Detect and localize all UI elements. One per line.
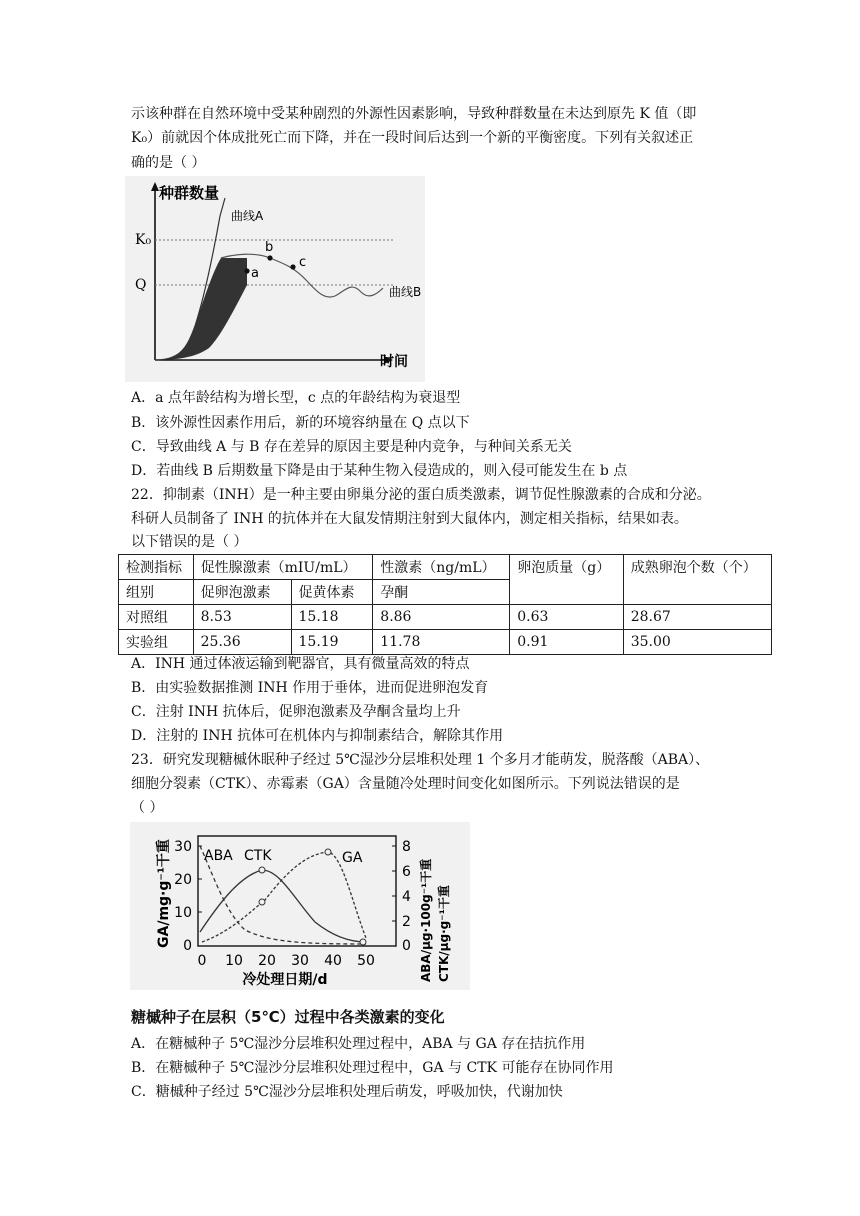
right-tick-8: 8 <box>402 839 411 855</box>
table-sub-prog: 孕酮 <box>373 580 510 605</box>
q21-option-a: A．a 点年龄结构为增长型，c 点的年龄结构为衰退型 <box>131 390 461 406</box>
table-cell: 15.18 <box>291 605 373 630</box>
table-cell: 8.86 <box>373 605 510 630</box>
y-axis-label: 种群数量 <box>159 184 220 202</box>
right-tick-6: 6 <box>402 864 411 880</box>
left-tick-30: 30 <box>174 839 192 855</box>
left-tick-20: 20 <box>174 872 192 888</box>
left-axis-label: GA/mg·g⁻¹干重 <box>156 839 172 948</box>
table-header-ovum-mass: 卵泡质量（g） <box>510 555 624 605</box>
table-corner-bottom: 组别 <box>119 580 194 605</box>
x-tick-10: 10 <box>225 953 243 969</box>
table-corner-top: 检测指标 <box>119 555 194 580</box>
q23-stem-line-1: 23．研究发现糖槭休眠种子经过 5℃湿沙分层堆积处理 1 个多月才能萌发，脱落酸（ABA）、 <box>131 752 710 768</box>
q22-stem-line-2: 科研人员制备了 INH 的抗体并在大鼠发情期注射到大鼠体内，测定相关指标，结果如表。 <box>131 511 688 527</box>
hormone-change-figure <box>130 822 470 990</box>
q-label: Q <box>135 277 147 293</box>
table-cell: 35.00 <box>623 630 771 655</box>
aba-label: ABA <box>204 848 233 864</box>
table-row <box>119 605 772 630</box>
x-axis-label: 时间 <box>380 354 408 370</box>
table-sub-fsh: 促卵泡激素 <box>193 580 291 605</box>
k0-label: K₀ <box>135 232 152 248</box>
table-cell: 0.91 <box>510 630 624 655</box>
table-row <box>119 630 772 655</box>
q22-option-a: A．INH 通过体液运输到靶器官，具有微量高效的特点 <box>131 656 470 672</box>
point-b-dot <box>267 255 272 260</box>
curve-a-label: 曲线A <box>231 209 264 223</box>
ctk-label: CTK <box>244 848 272 864</box>
q23-option-c: C．糖槭种子经过 5℃湿沙分层堆积处理后萌发，呼吸加快，代谢加快 <box>131 1084 563 1100</box>
right-tick-4: 4 <box>402 889 411 905</box>
q23-option-a: A．在糖槭种子 5℃湿沙分层堆积处理过程中，ABA 与 GA 存在拮抗作用 <box>131 1036 586 1052</box>
right-axis-label-aba: ABA/μg·100g⁻¹干重 <box>419 858 433 982</box>
q21-option-b: B．该外源性因素作用后，新的环境容纳量在 Q 点以下 <box>131 415 470 431</box>
point-c-label: c <box>299 255 307 270</box>
x-tick-0: 0 <box>197 953 207 969</box>
right-axis-label-ctk: CTK/μg·g⁻¹干重 <box>437 885 451 982</box>
table-header-group1: 促性腺激素（mIU/mL） <box>193 555 373 580</box>
figure-caption: 糖槭种子在层积（5℃）过程中各类激素的变化 <box>131 1008 445 1026</box>
left-tick-0: 0 <box>183 938 192 954</box>
point-c-dot <box>290 264 295 269</box>
q23-stem-line-3: （ ） <box>131 800 164 816</box>
point-b-label: b <box>265 240 274 255</box>
table-cell: 对照组 <box>119 605 194 630</box>
right-tick-2: 2 <box>402 914 411 930</box>
q21-option-d: D．若曲线 B 后期数量下降是由于某种生物入侵造成的，则入侵可能发生在 b 点 <box>131 463 628 479</box>
q22-stem-line-3: 以下错误的是（ ） <box>131 534 248 550</box>
table-cell: 11.78 <box>373 630 510 655</box>
x-tick-20: 20 <box>258 953 276 969</box>
right-tick-0: 0 <box>402 938 411 954</box>
table-header-row <box>119 555 772 580</box>
table-cell: 0.63 <box>510 605 624 630</box>
point-a-label: a <box>251 266 259 281</box>
hormone-data-table <box>118 554 772 655</box>
q22-option-c: C．注射 INH 抗体后，促卵泡激素及孕酮含量均上升 <box>131 704 461 720</box>
table-cell: 25.36 <box>193 630 291 655</box>
left-tick-10: 10 <box>174 905 192 921</box>
q21-stem-line-1: 示该种群在自然环境中受某种剧烈的外源性因素影响，导致种群数量在未达到原先 K 值（即 <box>131 106 697 122</box>
q21-stem-line-2: K₀）前就因个体成批死亡而下降，并在一段时间后达到一个新的平衡密度。下列有关叙述正 <box>131 130 694 146</box>
table-cell: 15.19 <box>291 630 373 655</box>
table-cell: 实验组 <box>119 630 194 655</box>
q22-option-b: B．由实验数据推测 INH 作用于垂体，进而促进卵泡发育 <box>131 680 489 696</box>
q22-stem-line-1: 22．抑制素（INH）是一种主要由卵巢分泌的蛋白质类激素，调节促性腺激素的合成和分泌。 <box>131 487 711 503</box>
x-tick-30: 30 <box>291 953 309 969</box>
q22-option-d: D．注射的 INH 抗体可在机体内与抑制素结合，解除其作用 <box>131 728 504 744</box>
q21-stem-line-3: 确的是（ ） <box>131 155 206 171</box>
ga-label: GA <box>342 850 363 866</box>
curve-b-label: 曲线B <box>389 285 422 299</box>
x-tick-50: 50 <box>357 953 375 969</box>
q21-option-c: C．导致曲线 A 与 B 存在差异的原因主要是种内竞争，与种间关系无关 <box>131 439 572 455</box>
population-curve-figure <box>125 176 425 382</box>
table-sub-lh: 促黄体素 <box>291 580 373 605</box>
x-axis-label: 冷处理日期/d <box>242 972 328 988</box>
table-cell: 8.53 <box>193 605 291 630</box>
point-a-dot <box>244 268 249 273</box>
table-cell: 28.67 <box>623 605 771 630</box>
table-header-mature-count: 成熟卵泡个数（个） <box>623 555 771 605</box>
table-header-group2: 性激素（ng/mL） <box>373 555 510 580</box>
x-tick-40: 40 <box>324 953 342 969</box>
q23-stem-line-2: 细胞分裂素（CTK）、赤霉素（GA）含量随冷处理时间变化如图所示。下列说法错误的是 <box>131 776 680 792</box>
q23-option-b: B．在糖槭种子 5℃湿沙分层堆积处理过程中，GA 与 CTK 可能存在协同作用 <box>131 1060 614 1076</box>
